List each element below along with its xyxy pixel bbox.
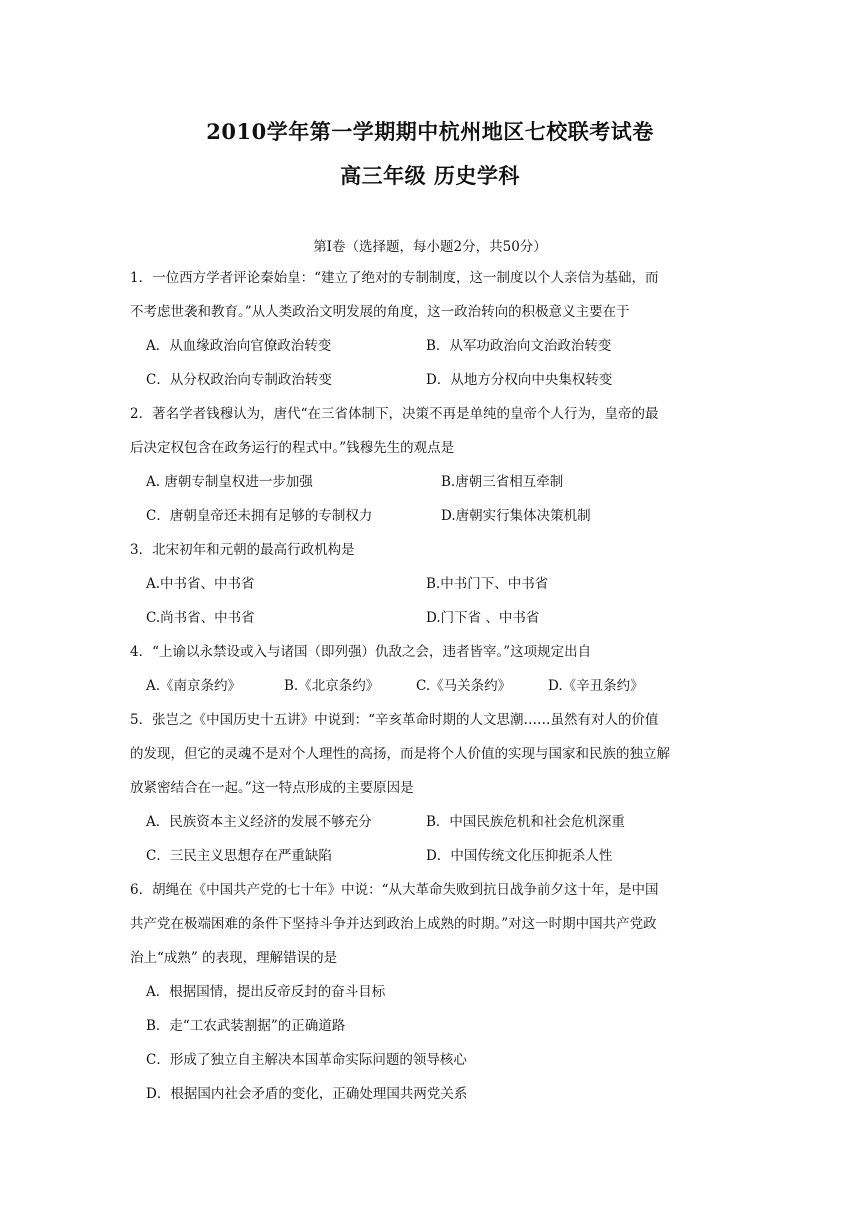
question-6-line-2: 共产党在极端困难的条件下坚持斗争并达到政治上成熟的时期。”对这一时期中国共产党政 bbox=[130, 916, 657, 932]
question-6-option-a: A．根据国情，提出反帝反封的奋斗目标 bbox=[146, 984, 386, 1000]
section-heading: 第Ⅰ卷（选择题，每小题2分，共50分） bbox=[313, 239, 547, 255]
exam-title: 2010学年第一学期期中杭州地区七校联考试卷 bbox=[206, 119, 654, 144]
question-1-line-2: 不考虑世袭和教育。”从人类政治文明发展的角度，这一政治转向的积极意义主要在于 bbox=[130, 304, 630, 320]
exam-subtitle: 高三年级 历史学科 bbox=[340, 163, 520, 188]
question-2-option-c: C．唐朝皇帝还未拥有足够的专制权力 bbox=[146, 508, 373, 524]
question-1-line-1: 1．一位西方学者评论秦始皇：“建立了绝对的专制制度，这一制度以个人亲信为基础，而 bbox=[130, 270, 659, 286]
question-1-option-b: B．从军功政治向文治政治转变 bbox=[426, 338, 612, 354]
question-5-line-2: 的发现，但它的灵魂不是对个人理性的高扬，而是将个人价值的实现与国家和民族的独立解 bbox=[130, 746, 670, 762]
question-3-option-a: A.中书省、中书省 bbox=[146, 576, 255, 592]
question-4-option-b: B.《北京条约》 bbox=[284, 678, 380, 694]
question-1-option-d: D．从地方分权向中央集权转变 bbox=[426, 372, 613, 388]
question-6-option-d: D．根据国内社会矛盾的变化，正确处理国共两党关系 bbox=[146, 1086, 468, 1102]
question-2-option-a: A. 唐朝专制皇权进一步加强 bbox=[146, 474, 313, 490]
question-2-option-b: B.唐朝三省相互牵制 bbox=[441, 474, 564, 490]
question-4-option-c: C.《马关条约》 bbox=[416, 678, 512, 694]
question-6-line-1: 6．胡绳在《中国共产党的七十年》中说：“从大革命失败到抗日战争前夕这十年，是中国 bbox=[130, 882, 659, 898]
question-4-option-a: A.《南京条约》 bbox=[146, 678, 242, 694]
question-4-line-1: 4．“上谕以永禁设或入与诸国（即列强）仇敌之会，违者皆宰。”这项规定出自 bbox=[130, 644, 592, 660]
question-1-option-a: A．从血缘政治向官僚政治转变 bbox=[146, 338, 332, 354]
question-1-option-c: C．从分权政治向专制政治转变 bbox=[146, 372, 332, 388]
question-6-option-b: B．走“工农武装割据”的正确道路 bbox=[146, 1018, 346, 1034]
question-5-option-c: C．三民主义思想存在严重缺陷 bbox=[146, 848, 332, 864]
question-3-option-d: D.门下省 、中书省 bbox=[426, 610, 540, 626]
question-5-line-3: 放紧密结合在一起。”这一特点形成的主要原因是 bbox=[130, 780, 414, 796]
question-4-option-d: D.《辛丑条约》 bbox=[548, 678, 644, 694]
question-5-option-a: A．民族资本主义经济的发展不够充分 bbox=[146, 814, 372, 830]
question-6-line-3: 治上“成熟” 的表现，理解错误的是 bbox=[130, 950, 338, 966]
question-2-line-2: 后决定权包含在政务运行的程式中。”钱穆先生的观点是 bbox=[130, 440, 455, 456]
question-5-line-1: 5．张岂之《中国历史十五讲》中说到：“辛亥革命时期的人文思潮……虽然有对人的价值 bbox=[130, 712, 659, 728]
question-2-option-d: D.唐朝实行集体决策机制 bbox=[441, 508, 591, 524]
question-3-option-c: C.尚书省、中书省 bbox=[146, 610, 255, 626]
question-5-option-d: D．中国传统文化压抑扼杀人性 bbox=[426, 848, 613, 864]
question-2-line-1: 2．著名学者钱穆认为，唐代“在三省体制下，决策不再是单纯的皇帝个人行为，皇帝的最 bbox=[130, 406, 659, 422]
question-3-line-1: 3．北宋初年和元朝的最高行政机构是 bbox=[130, 542, 355, 558]
question-3-option-b: B.中书门下、中书省 bbox=[426, 576, 549, 592]
question-5-option-b: B．中国民族危机和社会危机深重 bbox=[426, 814, 625, 830]
question-6-option-c: C．形成了独立自主解决本国革命实际问题的领导核心 bbox=[146, 1052, 467, 1068]
